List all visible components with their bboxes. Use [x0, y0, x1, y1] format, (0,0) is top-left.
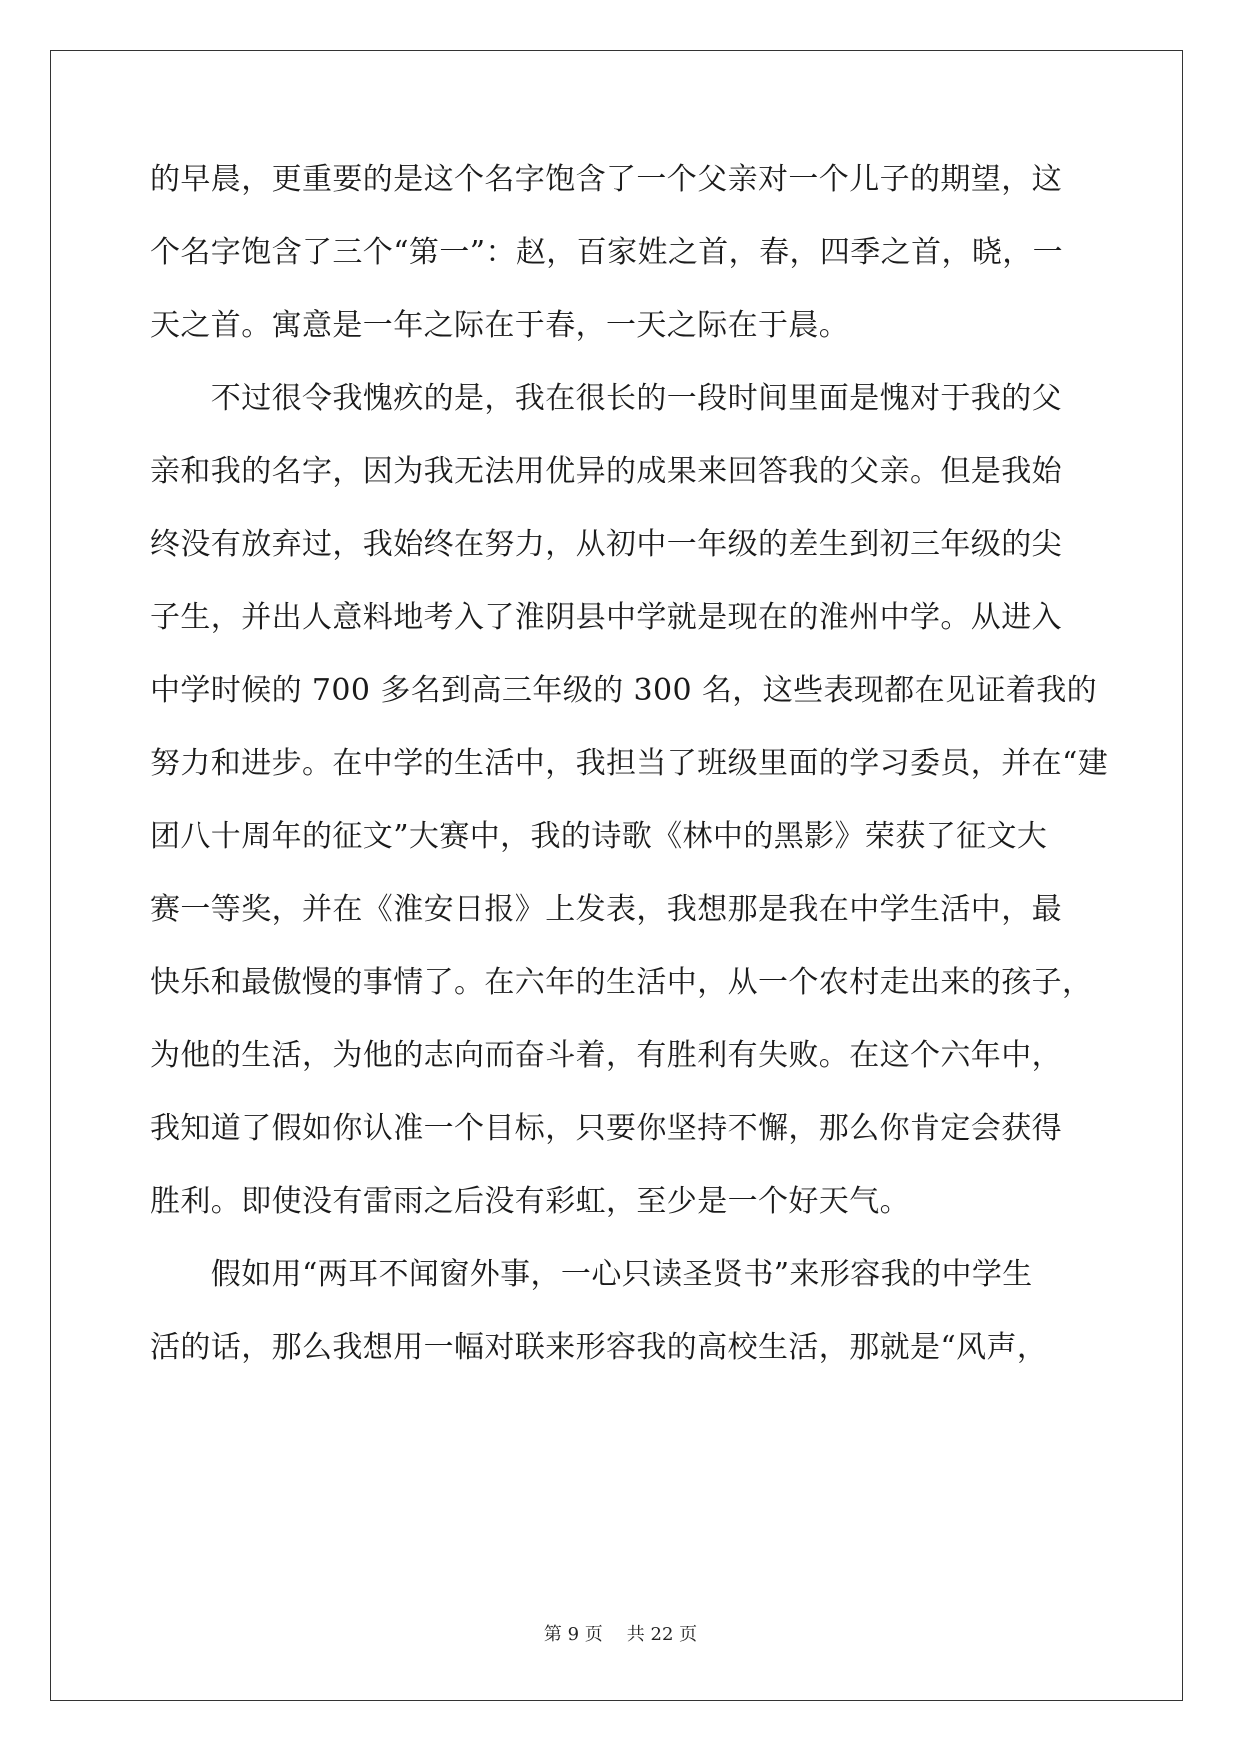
text-line: 天之首。寓意是一年之际在于春，一天之际在于晨。: [150, 308, 850, 343]
text-line: 胜利。即使没有雷雨之后没有彩虹，至少是一个好天气。: [150, 1184, 910, 1219]
page-number: 第 9 页: [543, 1624, 603, 1645]
text-line: 为他的生活，为他的志向而奋斗着，有胜利有失败。在这个六年中，: [150, 1038, 1062, 1073]
text-line: 中学时候的 700 多名到高三年级的 300 名，这些表现都在见证着我的: [150, 673, 1098, 708]
text-line: 亲和我的名字，因为我无法用优异的成果来回答我的父亲。但是我始: [150, 454, 1062, 489]
text-line: 赛一等奖，并在《淮安日报》上发表，我想那是我在中学生活中，最: [150, 892, 1062, 927]
text-line: 我知道了假如你认准一个目标，只要你坚持不懈，那么你肯定会获得: [150, 1111, 1062, 1146]
text-line: 快乐和最傲慢的事情了。在六年的生活中，从一个农村走出来的孩子，: [150, 965, 1093, 1000]
text-line: 不过很令我愧疚的是，我在很长的一段时间里面是愧对于我的父: [150, 381, 1062, 416]
text-line: 的早晨，更重要的是这个名字饱含了一个父亲对一个儿子的期望，这: [150, 162, 1062, 197]
text-line: 子生，并出人意料地考入了淮阴县中学就是现在的淮州中学。从进入: [150, 600, 1062, 635]
text-line: 个名字饱含了三个“第一”：赵，百家姓之首，春，四季之首，晓，一: [150, 235, 1064, 270]
text-line: 活的话，那么我想用一幅对联来形容我的高校生活，那就是“风声，: [150, 1330, 1048, 1365]
text-line: 终没有放弃过，我始终在努力，从初中一年级的差生到初三年级的尖: [150, 527, 1062, 562]
page-total: 共 22 页: [626, 1624, 698, 1645]
text-line: 假如用“两耳不闻窗外事，一心只读圣贤书”来形容我的中学生: [150, 1257, 1033, 1292]
text-line: 努力和进步。在中学的生活中，我担当了班级里面的学习委员，并在“建: [150, 746, 1109, 781]
page-footer: [0, 1623, 1241, 1647]
page-border: [50, 50, 1183, 1701]
text-line: 团八十周年的征文”大赛中，我的诗歌《林中的黑影》荣获了征文大: [150, 819, 1048, 854]
